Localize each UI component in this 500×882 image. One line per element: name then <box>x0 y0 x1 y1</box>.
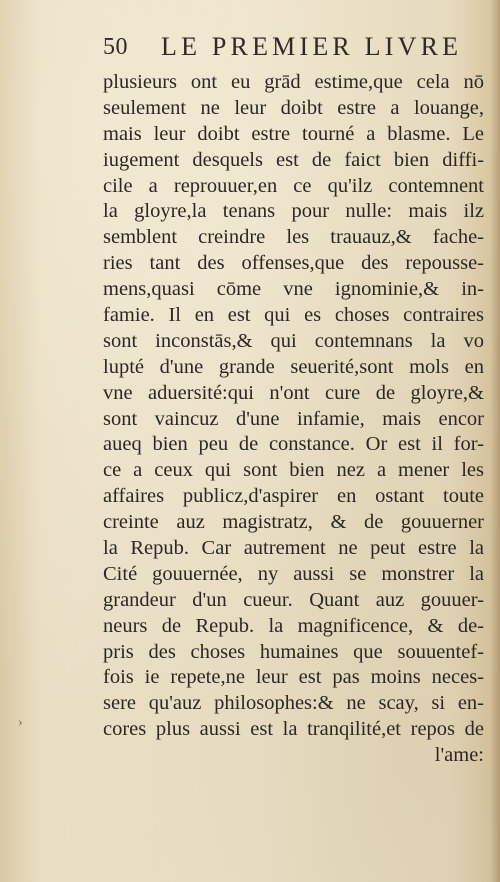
text-line: Cité gouuernée, ny aussi se monstrer la <box>103 562 484 585</box>
margin-mark: › <box>18 715 23 730</box>
text-line: plusieurs ont eu grād estime,que cela nō <box>103 71 484 93</box>
text-line: cores plus aussi est la tranqilité,et repos de <box>103 718 484 741</box>
text-line: famie. Il en est qui es choses contraires <box>103 304 484 327</box>
body-text <box>103 70 484 769</box>
text-line: aueq bien peu de constance. Or est il for- <box>103 433 484 456</box>
text-line: grandeur d'un cueur. Quant auz gouuer- <box>103 588 484 611</box>
text-line: affaires publicz,d'aspirer en ostant toute <box>103 485 484 508</box>
text-line: sere qu'auz philosophes:& ne scay, si en- <box>103 692 484 715</box>
text-line: la Repub. Car autrement ne peut estre la <box>103 537 484 560</box>
text-line: iugement desquels est de faict bien diffi- <box>103 148 484 171</box>
text-line: ries tant des offenses,que des repousse- <box>103 252 484 275</box>
page-number: 50 <box>103 34 128 60</box>
text-line: l'ame: <box>434 744 484 767</box>
text-line: la gloyre,la tenans pour nulle: mais ilz <box>103 200 484 223</box>
text-line: mais leur doibt estre tourné a blasme. Le <box>103 122 484 145</box>
text-line: neurs de Repub. la magnificence, & de- <box>103 614 484 637</box>
text-line: cile a reprouuer,en ce qu'ilz contemnent <box>103 174 484 197</box>
running-title: LE PREMIER LIVRE <box>161 32 463 61</box>
running-head <box>103 32 483 60</box>
text-line: fois ie repete,ne leur est pas moins neces- <box>103 666 484 689</box>
text-line: sont inconstās,& qui contemnans la vo <box>103 329 484 352</box>
text-line: ce a ceux qui sont bien nez a mener les <box>103 459 484 482</box>
text-line: creinte auz magistratz, & de gouuerner <box>103 511 484 534</box>
text-line: seulement ne leur doibt estre a louange, <box>103 96 484 119</box>
text-line: semblent creindre les trauauz,& fache- <box>103 226 484 249</box>
text-line: mens,quasi cōme vne ignominie,& in- <box>103 278 484 301</box>
text-line: lupté d'une grande seuerité,sont mols en <box>103 355 484 378</box>
text-line: pris des choses humaines que souuentef- <box>103 640 484 663</box>
text-line: vne aduersité:qui n'ont cure de gloyre,& <box>103 381 484 404</box>
page-edge-shadow <box>490 0 500 882</box>
text-line: sont vaincuz d'une infamie, mais encor <box>103 407 484 430</box>
